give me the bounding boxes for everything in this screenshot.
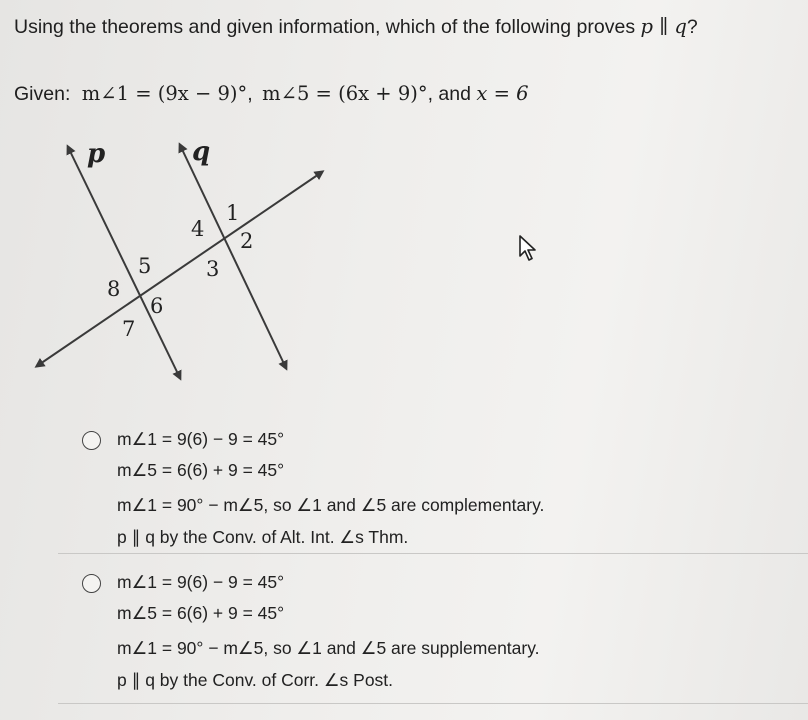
option-1-line-2: m∠5 = 6(6) + 9 = 45° [117, 460, 285, 480]
angle-label-1: 1 [226, 201, 240, 225]
option-divider [58, 553, 808, 554]
angle-label-8: 8 [107, 277, 121, 301]
angle-label-6: 6 [150, 294, 164, 318]
angle-label-4: 4 [191, 217, 205, 241]
option-2-line-1: m∠1 = 9(6) − 9 = 45° [117, 572, 285, 592]
question-suffix: ? [686, 16, 698, 38]
line-p [68, 147, 180, 378]
transversal-line [37, 172, 322, 366]
option-1-line-1: m∠1 = 9(6) − 9 = 45° [117, 429, 285, 449]
option-divider [58, 703, 808, 704]
geometry-figure [30, 130, 350, 385]
angle-label-7: 7 [122, 317, 136, 341]
given-angle1: m∠1 = (9x − 9)° [81, 82, 248, 105]
given-comma: , [247, 83, 253, 105]
radio-circle-icon[interactable] [82, 431, 101, 450]
label-line-q: q [192, 137, 211, 167]
mouse-pointer-icon [517, 234, 541, 264]
given-x-value: x = 6 [476, 82, 529, 105]
angle-label-3: 3 [206, 257, 220, 281]
option-2-line-2: m∠5 = 6(6) + 9 = 45° [117, 603, 285, 623]
option-2-line-3: m∠1 = 90° − m∠5, so ∠1 and ∠5 are supplementary. [117, 638, 540, 658]
option-1-line-3: m∠1 = 90° − m∠5, so ∠1 and ∠5 are complementary. [117, 495, 545, 515]
radio-circle-icon[interactable] [82, 574, 101, 593]
question-var-p: p [640, 15, 653, 38]
given-label: Given: [14, 83, 71, 105]
question-parallel-symbol: ∥ [653, 15, 675, 38]
angle-label-5: 5 [138, 254, 152, 278]
question-text [14, 15, 698, 39]
given-and: , and [427, 83, 471, 105]
option-2-line-4: p ∥ q by the Conv. of Corr. ∠s Post. [117, 670, 394, 690]
given-statement [14, 82, 529, 106]
question-prefix: Using the theorems and given information, which of the following proves [14, 16, 636, 38]
given-angle5: m∠5 = (6x + 9)° [262, 82, 428, 105]
label-line-p: p [87, 139, 106, 169]
question-var-q: q [674, 15, 687, 38]
angle-label-2: 2 [240, 229, 254, 253]
option-1-line-4: p ∥ q by the Conv. of Alt. Int. ∠s Thm. [117, 527, 409, 547]
line-q [180, 145, 286, 368]
